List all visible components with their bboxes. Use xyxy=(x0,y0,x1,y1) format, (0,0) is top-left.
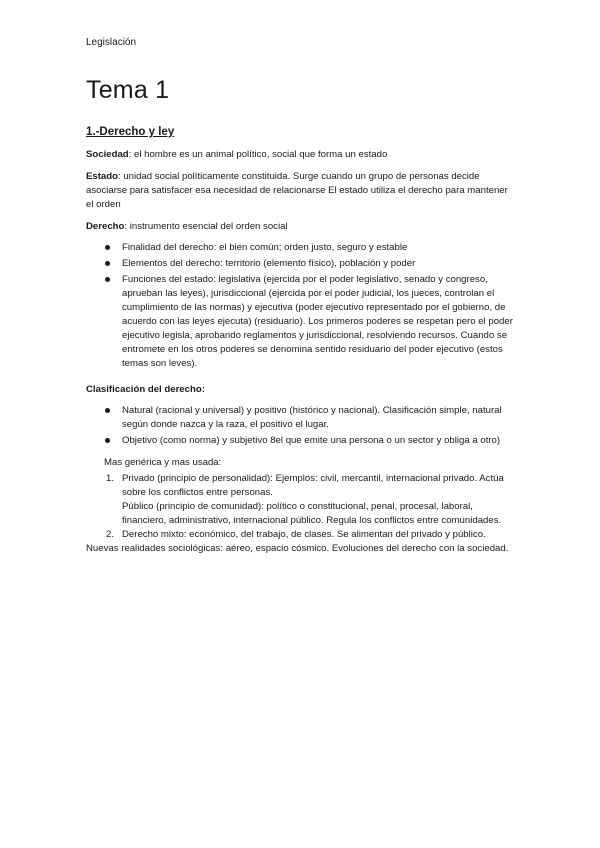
term-estado: Estado xyxy=(86,171,118,182)
definition-estado: : unidad social políticamente constituida. Surge cuando un grupo de personas decide asociarse para satisfacer esa necesidad de relacionarse El estado utiliza el derecho para mantener el orden xyxy=(86,171,508,210)
paragraph-estado xyxy=(86,170,514,212)
list-item xyxy=(122,257,514,271)
item-number: 2. xyxy=(106,529,115,540)
page-title: Tema 1 xyxy=(86,76,170,104)
term-sociedad: Sociedad xyxy=(86,149,129,160)
item-line: Privado (principio de personalidad): Ejemplos: civil, mercantil, internacional privado. Actúa sobre los conflictos entre personas. xyxy=(122,473,504,498)
item-line: Derecho mixto: económico, del trabajo, de clases. Se alimentan del privado y público. xyxy=(122,529,486,540)
list-item xyxy=(122,434,514,448)
numbered-item xyxy=(106,528,514,542)
list-item-text: Funciones del estado: legislativa (ejercida por el poder legislativo, senado y congreso, aprueban las leyes), jurisdiccional (ejercida por el poder judicial, los jueces, controlan el cumplimiento de las normas) y ejecutiva (poder ejecutivo representado por el gobierno, de acuerdo con las leyes ejecuta) (residuario). Los primeros poderes se respetan pero el poder ejecutivo legisla, aprobando reglamentos y jurisdiccional, resolviendo recursos. Cuando se entromete en los otros poderes se denomina sentido residuario del poder ejecutivo (estos temas son leves). xyxy=(122,274,513,369)
list-item-text: Objetivo (como norma) y subjetivo 8el que emite una persona o un sector y obliga a otro) xyxy=(122,435,501,446)
generic-label: Mas genérica y mas usada: xyxy=(104,457,222,468)
item-line: Público (principio de comunidad): político o constitucional, penal, procesal, laboral, financiero, administrativo, internacional público. Regula los conflictos entre comunidades. xyxy=(122,501,502,526)
bullet-icon xyxy=(105,261,110,266)
bullet-icon xyxy=(105,408,110,413)
bullet-icon xyxy=(105,438,110,443)
derecho-bullet-list xyxy=(86,241,514,371)
paragraph-derecho xyxy=(86,220,514,234)
list-item xyxy=(122,404,514,432)
list-item-text: Elementos del derecho: territorio (elemento físico), población y poder xyxy=(122,258,416,269)
clasificacion-numbered-list xyxy=(86,472,514,542)
item-number: 1. xyxy=(106,473,115,484)
section-heading: 1.-Derecho y ley xyxy=(86,126,175,138)
clasificacion-bullet-list xyxy=(86,404,514,448)
list-item xyxy=(122,241,514,255)
clasificacion-heading: Clasificación del derecho: xyxy=(86,384,205,395)
list-item xyxy=(122,273,514,371)
list-item-text: Natural (racional y universal) y positivo (histórico y nacional). Clasificación simple, natural según donde nazca y la raza, el positivo el lugar. xyxy=(122,405,502,430)
bullet-icon xyxy=(105,277,110,282)
closing-paragraph: Nuevas realidades sociológicas: aéreo, espacio cósmico. Evoluciones del derecho con la sociedad. xyxy=(86,543,509,554)
paragraph-sociedad xyxy=(86,148,514,162)
bullet-icon xyxy=(105,245,110,250)
term-derecho: Derecho xyxy=(86,221,125,232)
definition-sociedad: : el hombre es un animal político, social que forma un estado xyxy=(128,149,388,160)
definition-derecho: : instrumento esencial del orden social xyxy=(124,221,288,232)
running-header: Legislación xyxy=(86,37,137,48)
list-item-text: Finalidad del derecho: el bien común; orden justo, seguro y estable xyxy=(122,242,408,253)
numbered-item xyxy=(106,472,514,528)
